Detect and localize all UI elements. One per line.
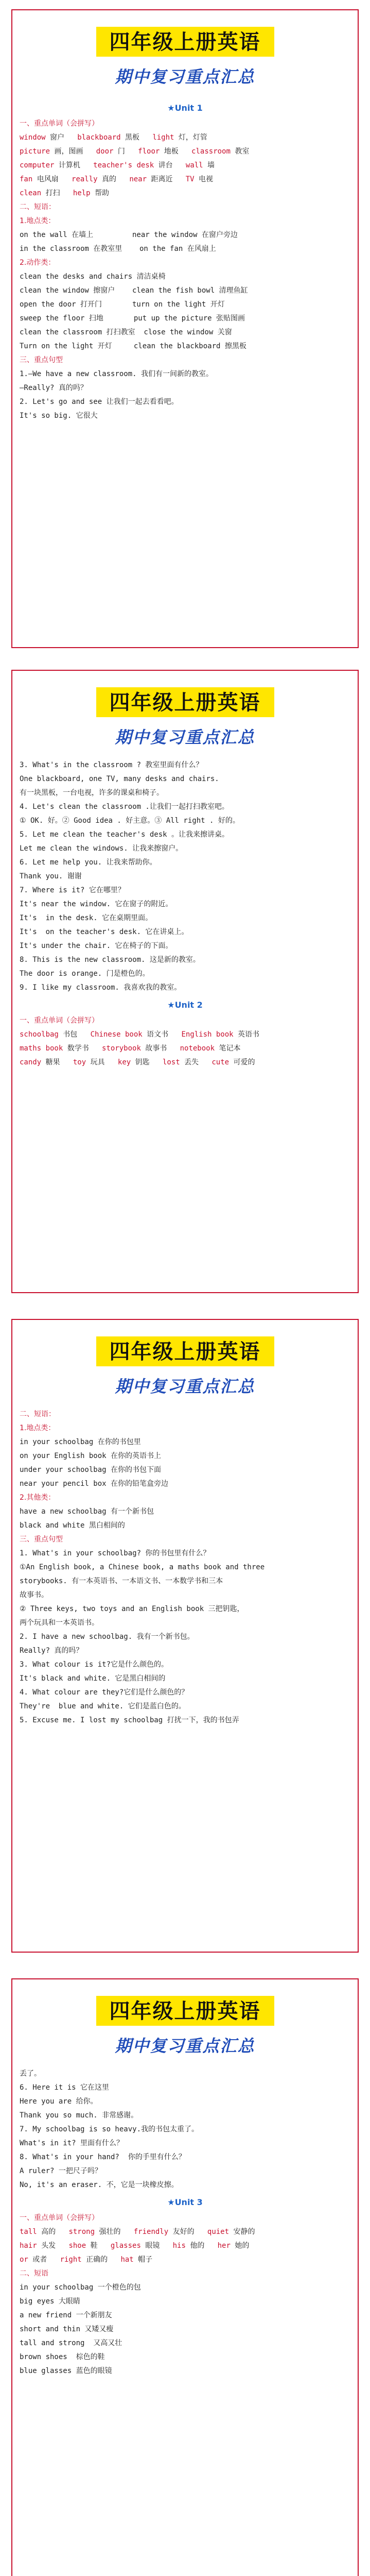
page-card	[11, 9, 359, 648]
section-heading: 1.地点类：	[20, 217, 56, 225]
vocab-meaning: 他的	[185, 2242, 218, 2250]
vocab-meaning: 距离近	[147, 175, 186, 183]
vocab-meaning: 友好的	[168, 2228, 207, 2236]
section-heading: 二、短语	[20, 2269, 48, 2278]
vocab-line	[20, 145, 350, 159]
text-line: big eyes 大眼睛	[20, 2297, 80, 2306]
section-heading: 一、重点单词（会拼写）	[20, 2214, 99, 2222]
text-line: 6. Here it is 它在这里	[20, 2083, 110, 2092]
unit-heading	[20, 998, 350, 1012]
text-line: near your pencil box 在你的铅笔盒旁边	[20, 1480, 169, 1488]
text-line: clean the desks and chairs 清洁桌椅	[20, 273, 166, 281]
vocab-meaning: 讲台	[154, 161, 186, 170]
vocab-word: door	[96, 147, 114, 156]
text-line: on the wall 在墙上 near the window 在窗户旁边	[20, 231, 238, 239]
vocab-meaning: 教室	[230, 147, 250, 156]
page-content	[20, 758, 350, 1070]
section-heading: 2.其他类：	[20, 1494, 56, 1502]
text-line: 丢了。	[20, 2070, 41, 2078]
vocab-word: clean	[20, 189, 42, 197]
vocab-meaning: 语文书	[142, 1030, 182, 1039]
star-icon: ★	[167, 103, 175, 113]
vocab-meaning: 高的	[37, 2228, 69, 2236]
vocab-line	[20, 187, 350, 200]
text-line: 2. Let's go and see 让我们一起去看看吧。	[20, 398, 179, 406]
text-line: open the door 打开门 turn on the light 开灯	[20, 300, 225, 309]
unit-label: Unit 2	[174, 1000, 203, 1010]
vocab-word: teacher's desk	[93, 161, 154, 170]
text-line: What's in it? 里面有什么？	[20, 2139, 124, 2147]
vocab-word: English book	[181, 1030, 234, 1039]
text-line: 9. I like my classroom. 我喜欢我的教室。	[20, 984, 182, 992]
vocab-line	[20, 159, 350, 173]
vocab-word: candy	[20, 1058, 42, 1066]
text-line: clean the classroom 打扫教室 close the window 关窗	[20, 328, 232, 336]
vocab-word: blackboard	[77, 133, 121, 142]
unit-label: Unit 1	[174, 103, 203, 113]
vocab-word: hair	[20, 2242, 37, 2250]
vocab-word: wall	[185, 161, 203, 170]
text-line: black and white 黑白相间的	[20, 1521, 125, 1530]
vocab-word: quiet	[207, 2228, 230, 2236]
page-subtitle: 期中复习重点汇总	[115, 2036, 255, 2056]
section-heading: 二、短语：	[20, 1410, 56, 1418]
section-heading: 二、短语：	[20, 203, 56, 211]
vocab-meaning: 打扫	[41, 189, 73, 197]
vocab-word: floor	[138, 147, 160, 156]
text-line: Let me clean the windows. 让我来擦窗户。	[20, 844, 183, 853]
page-content	[20, 1408, 350, 1727]
text-line: under your schoolbag 在你的书包下面	[20, 1466, 162, 1474]
text-line: 8. This is the new classroom. 这是新的教室。	[20, 956, 200, 964]
unit-heading	[20, 2195, 350, 2209]
vocab-meaning: 英语书	[233, 1030, 260, 1039]
vocab-word: key	[117, 1058, 131, 1066]
vocab-meaning: 黑板	[120, 133, 153, 142]
page-subtitle: 期中复习重点汇总	[115, 727, 255, 747]
text-line: The door is orange. 门是橙色的。	[20, 970, 150, 978]
vocab-meaning: 她的	[230, 2242, 250, 2250]
section-heading: 2.动作类：	[20, 259, 56, 267]
vocab-word: right	[60, 2256, 82, 2264]
page-subtitle: 期中复习重点汇总	[115, 1377, 255, 1396]
text-line: 3. What's in the classroom ? 教室里面有什么？	[20, 761, 203, 769]
vocab-word: window	[20, 133, 46, 142]
text-line: blue glasses 蓝色的眼镜	[20, 2367, 112, 2375]
vocab-meaning: 帮助	[90, 189, 110, 197]
vocab-meaning: 玩具	[86, 1058, 118, 1066]
text-line: Thank you. 谢谢	[20, 872, 82, 880]
vocab-meaning: 强壮的	[95, 2228, 134, 2236]
section-heading: 一、重点单词（会拼写）	[20, 120, 99, 128]
vocab-meaning: 眼镜	[140, 2242, 173, 2250]
text-line: 3. What colour is it?它是什么颜色的。	[20, 1660, 169, 1669]
vocab-word: TV	[185, 175, 195, 183]
vocab-word: near	[129, 175, 147, 183]
vocab-line	[20, 2239, 350, 2253]
vocab-word: computer	[20, 161, 55, 170]
vocab-word: toy	[73, 1058, 86, 1066]
vocab-meaning: 故事书	[140, 1044, 180, 1053]
text-line: They're blue and white. 它们是蓝白色的。	[20, 1702, 186, 1710]
star-icon: ★	[167, 1000, 175, 1010]
vocab-word: friendly	[133, 2228, 169, 2236]
vocab-line	[20, 1042, 350, 1056]
vocab-word: tall	[20, 2228, 37, 2236]
section-heading: 一、重点单词（会拼写）	[20, 1016, 99, 1025]
text-line: 1.—We have a new classroom. 我们有一间新的教室。	[20, 370, 214, 378]
text-line: short and thin 又矮又瘦	[20, 2325, 114, 2333]
text-line: Here you are 给你。	[20, 2097, 98, 2106]
vocab-meaning: 正确的	[81, 2256, 121, 2264]
text-line: It's in the desk. 它在桌期里面。	[20, 914, 153, 922]
page-card	[11, 1978, 359, 2576]
page-content	[20, 2067, 350, 2378]
text-line: storybooks. 有一本英语书、一本语文书、一本数学书和三本	[20, 1577, 223, 1585]
vocab-word: picture	[20, 147, 50, 156]
vocab-meaning: 画，图画	[50, 147, 96, 156]
text-line: 5. Excuse me. I lost my schoolbag 打扰一下，我的书包弄	[20, 1716, 239, 1724]
vocab-meaning: 墙	[203, 161, 215, 170]
vocab-word: light	[152, 133, 174, 142]
text-line: It's black and white. 它是黑白相间的	[20, 1674, 166, 1683]
section-heading: 三、重点句型	[20, 1535, 63, 1544]
vocab-meaning: 糖果	[41, 1058, 73, 1066]
page-title: 四年级上册英语	[96, 27, 274, 57]
vocab-word: hat	[120, 2256, 134, 2264]
text-line: have a new schoolbag 有一个新书包	[20, 1507, 154, 1516]
vocab-line	[20, 1028, 350, 1042]
page-content	[20, 98, 350, 423]
vocab-word: or	[20, 2256, 28, 2264]
vocab-meaning: 笔记本	[215, 1044, 241, 1053]
vocab-word: lost	[162, 1058, 180, 1066]
text-line: 5. Let me clean the teacher's desk 。让我来擦讲桌。	[20, 831, 230, 839]
vocab-meaning: 计算机	[54, 161, 94, 170]
text-line: —Really? 真的吗？	[20, 384, 87, 392]
vocab-word: really	[72, 175, 98, 183]
vocab-word: fan	[20, 175, 33, 183]
page-title: 四年级上册英语	[96, 687, 274, 717]
vocab-line	[20, 2225, 350, 2239]
vocab-line	[20, 2253, 350, 2267]
vocab-word: storybook	[102, 1044, 141, 1053]
unit-label: Unit 3	[174, 2197, 203, 2207]
vocab-word: glasses	[110, 2242, 141, 2250]
vocab-word: shoe	[68, 2242, 86, 2250]
text-line: in the classroom 在教室里 on the fan 在风扇上	[20, 245, 216, 253]
text-line: brown shoes 棕色的鞋	[20, 2353, 105, 2361]
text-line: Thank you so much. 非常感谢。	[20, 2111, 138, 2120]
vocab-meaning: 丢失	[180, 1058, 212, 1066]
text-line: It's under the chair. 它在椅子的下面。	[20, 942, 173, 950]
text-line: on your English book 在你的英语书上	[20, 1452, 162, 1460]
page-subtitle: 期中复习重点汇总	[115, 67, 255, 87]
vocab-meaning: 灯，灯管	[174, 133, 207, 142]
vocab-meaning: 电风扇	[32, 175, 72, 183]
unit-heading	[20, 101, 350, 115]
text-line: tall and strong 又高又壮	[20, 2339, 122, 2347]
text-line: clean the window 擦窗户 clean the fish bowl 清理鱼缸	[20, 286, 248, 295]
text-line: 两个玩具和一本英语书。	[20, 1619, 99, 1627]
vocab-meaning: 电视	[194, 175, 214, 183]
section-heading: 1.地点类：	[20, 1424, 56, 1432]
vocab-line	[20, 173, 350, 187]
text-line: No, it's an eraser. 不，它是一块橡皮擦。	[20, 2181, 179, 2189]
vocab-meaning: 安静的	[229, 2228, 255, 2236]
vocab-word: notebook	[180, 1044, 215, 1053]
text-line: Really? 真的吗？	[20, 1647, 83, 1655]
vocab-line	[20, 131, 350, 145]
vocab-word: cute	[212, 1058, 230, 1066]
vocab-meaning: 可爱的	[229, 1058, 255, 1066]
text-line: ①An English book, a Chinese book, a maths book and three	[20, 1563, 265, 1571]
star-icon: ★	[167, 2197, 175, 2207]
text-line: 1. What's in your schoolbag? 你的书包里有什么？	[20, 1549, 210, 1557]
text-line: a new friend 一个新朋友	[20, 2311, 112, 2319]
text-line: 2. I have a new schoolbag. 我有一个新书包。	[20, 1633, 195, 1641]
text-line: 4. Let's clean the classroom .让我们一起打扫教室吧。	[20, 803, 229, 811]
vocab-meaning: 地板	[160, 147, 192, 156]
text-line: 8. What's in your hand? 你的手里有什么？	[20, 2153, 186, 2161]
vocab-meaning: 头发	[37, 2242, 69, 2250]
page-card	[11, 1319, 359, 1953]
text-line: 4. What colour are they?它们是什么颜色的？	[20, 1688, 189, 1697]
vocab-meaning: 钥匙	[131, 1058, 163, 1066]
vocab-word: Chinese book	[90, 1030, 143, 1039]
vocab-word: her	[217, 2242, 231, 2250]
vocab-word: schoolbag	[20, 1030, 59, 1039]
text-line: 故事书。	[20, 1591, 48, 1599]
text-line: 有一块黑板，一台电视，许多的课桌和椅子。	[20, 789, 164, 797]
vocab-meaning: 数学书	[63, 1044, 102, 1053]
text-line: A ruler? 一把尺子吗？	[20, 2167, 102, 2175]
vocab-word: his	[172, 2242, 186, 2250]
page-card	[11, 670, 359, 1293]
vocab-meaning: 鞋	[86, 2242, 111, 2250]
text-line: Turn on the light 开灯 clean the blackboard 擦黑板	[20, 342, 246, 350]
vocab-word: classroom	[191, 147, 231, 156]
text-line: 7. My schoolbag is so heavy.我的书包太重了。	[20, 2125, 199, 2133]
text-line: 7. Where is it? 它在哪里？	[20, 886, 125, 894]
text-line: in your schoolbag 在你的书包里	[20, 1438, 141, 1446]
text-line: One blackboard, one TV, many desks and chairs.	[20, 775, 219, 783]
page-title: 四年级上册英语	[96, 1996, 274, 2026]
vocab-meaning: 窗户	[45, 133, 78, 142]
vocab-meaning: 帽子	[133, 2256, 153, 2264]
vocab-meaning: 门	[113, 147, 138, 156]
vocab-meaning: 或者	[28, 2256, 60, 2264]
vocab-word: maths book	[20, 1044, 63, 1053]
text-line: ① OK. 好。② Good idea . 好主意。③ All right . 好的。	[20, 817, 240, 825]
vocab-meaning: 真的	[97, 175, 130, 183]
text-line: ② Three keys, two toys and an English book 三把钥匙，	[20, 1605, 244, 1613]
text-line: sweep the floor 扫地 put up the picture 张贴图画	[20, 314, 245, 323]
vocab-word: help	[73, 189, 91, 197]
vocab-word: strong	[68, 2228, 95, 2236]
vocab-meaning: 书包	[58, 1030, 91, 1039]
text-line: in your schoolbag 一个橙色的包	[20, 2283, 141, 2292]
text-line: It's on the teacher's desk. 它在讲桌上。	[20, 928, 189, 936]
vocab-line	[20, 1056, 350, 1070]
text-line: 6. Let me help you. 让我来帮助你。	[20, 858, 157, 867]
text-line: It's near the window. 它在窗子的附近。	[20, 900, 173, 908]
section-heading: 三、重点句型	[20, 356, 63, 364]
page-title: 四年级上册英语	[96, 1336, 274, 1366]
text-line: It's so big. 它很大	[20, 412, 98, 420]
